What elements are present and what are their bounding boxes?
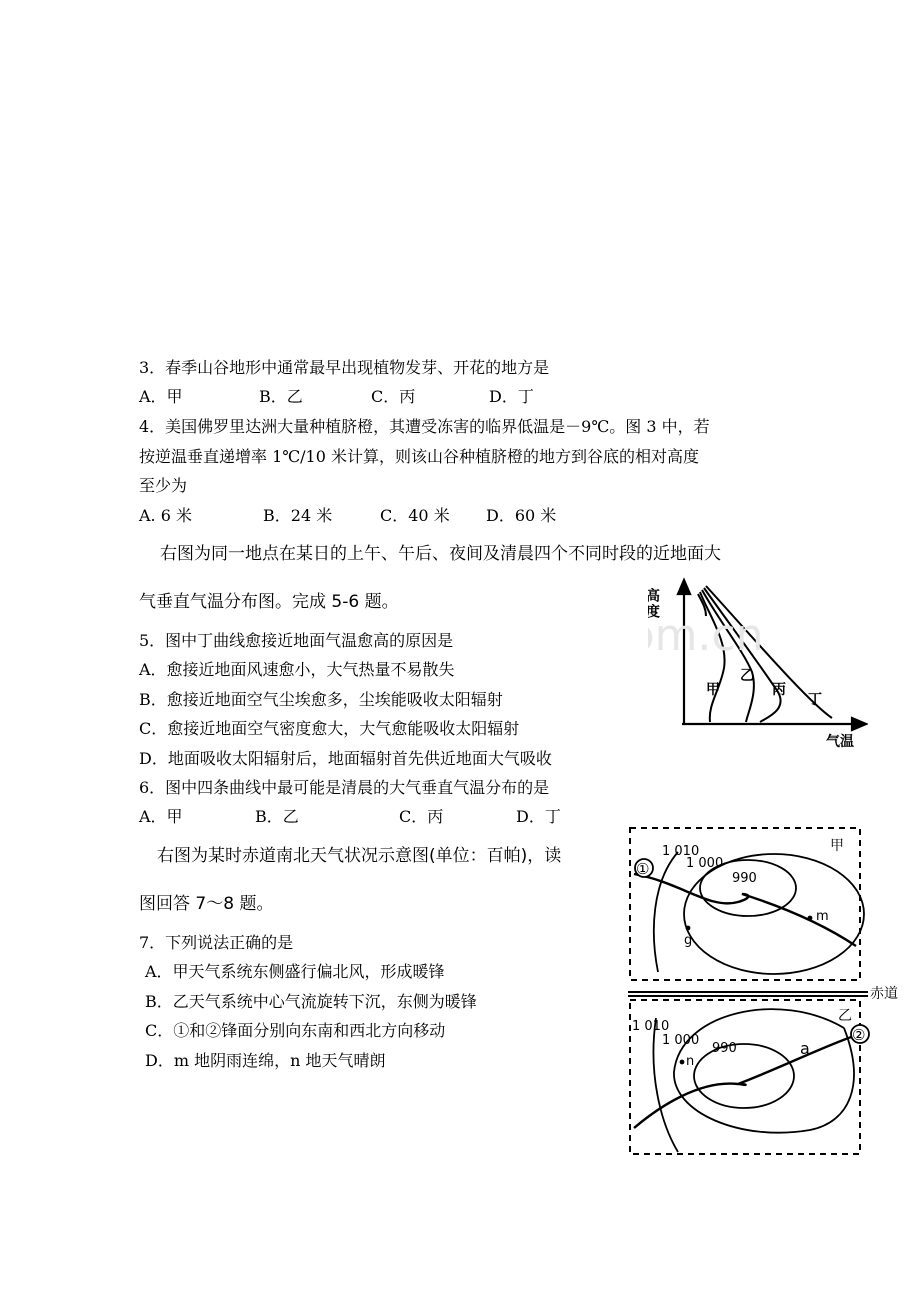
q7-option-d: D．m 地阴雨连绵，n 地天气晴朗 xyxy=(145,1051,386,1070)
intro-5-6-line-2: 气垂直气温分布图。完成 5-6 题。 xyxy=(139,592,399,612)
q6-option-c: C．丙 xyxy=(399,807,444,826)
q7-stem: 7．下列说法正确的是 xyxy=(139,933,294,952)
equator-label: 赤道 xyxy=(870,986,898,1002)
q4-option-a: A. 6 米 xyxy=(139,506,192,525)
q4-option-c: C．40 米 xyxy=(380,506,450,525)
q4-stem-line-2: 按逆温垂直递增率 1℃/10 米计算，则该山谷种植脐橙的地方到谷底的相对高度 xyxy=(139,447,700,466)
q3-option-c: C．丙 xyxy=(371,387,416,406)
front-label-1: ① xyxy=(636,860,650,878)
q6-stem: 6．图中四条曲线中最可能是清晨的大气垂直气温分布的是 xyxy=(139,778,550,797)
q3-option-d: D．丁 xyxy=(489,387,534,406)
q4-option-d: D．60 米 xyxy=(486,506,557,525)
q3-option-a: A．甲 xyxy=(139,387,183,406)
q6-option-d: D．丁 xyxy=(516,807,561,826)
intro-7-8-line-1: 右图为某时赤道南北天气状况示意图(单位：百帕)，读 xyxy=(157,846,562,866)
isobar-label-1010-north: 1 010 xyxy=(662,844,700,859)
curve-label-jia: 甲 xyxy=(706,682,720,698)
isobar-label-990-north: 990 xyxy=(732,871,757,886)
y-axis-label: 高度 xyxy=(648,588,660,620)
isobar-label-990-south: 990 xyxy=(712,1041,737,1056)
curve-label-bing: 丙 xyxy=(772,682,786,698)
q7-option-c: C．①和②锋面分别向东南和西北方向移动 xyxy=(145,1021,446,1040)
weather-system-figure xyxy=(620,822,920,1162)
q5-stem: 5．图中丁曲线愈接近地面气温愈高的原因是 xyxy=(139,631,454,650)
q7-option-a: A．甲天气系统东侧盛行偏北风，形成暖锋 xyxy=(145,962,445,981)
q4-option-b: B．24 米 xyxy=(263,506,333,525)
curve-label-yi: 乙 xyxy=(740,668,754,684)
front-label-2: ② xyxy=(852,1026,866,1044)
x-axis-label: 气温 xyxy=(826,734,854,750)
q5-option-b: B．愈接近地面空气尘埃愈多，尘埃能吸收太阳辐射 xyxy=(139,690,503,709)
q5-option-a: A．愈接近地面风速愈小，大气热量不易散失 xyxy=(139,660,455,679)
intro-5-6-line-1: 右图为同一地点在某日的上午、午后、夜间及清晨四个不同时段的近地面大 xyxy=(160,544,721,564)
intro-7-8-line-2: 图回答 7～8 题。 xyxy=(139,894,274,914)
q6-option-b: B．乙 xyxy=(255,807,299,826)
q4-stem-line-3: 至少为 xyxy=(139,476,188,495)
q3-stem: 3．春季山谷地形中通常最早出现植物发芽、开花的地方是 xyxy=(139,358,550,377)
temperature-profile-figure xyxy=(648,572,868,752)
q7-option-b: B．乙天气系统中心气流旋转下沉，东侧为暖锋 xyxy=(145,992,477,1011)
q3-option-b: B．乙 xyxy=(259,387,303,406)
watermark: m.cn xyxy=(654,610,764,661)
q6-option-a: A．甲 xyxy=(139,807,183,826)
point-a: a xyxy=(800,1039,810,1058)
point-n: n xyxy=(686,1054,695,1069)
isobar-label-1000-north: 1 000 xyxy=(686,856,724,871)
south-system-label: 乙 xyxy=(838,1008,852,1024)
north-system-label: 甲 xyxy=(830,838,844,854)
q5-option-d: D．地面吸收太阳辐射后，地面辐射首先供近地面大气吸收 xyxy=(139,749,552,768)
point-g: g xyxy=(684,933,693,948)
point-m: m xyxy=(816,909,829,924)
q5-option-c: C．愈接近地面空气密度愈大，大气愈能吸收太阳辐射 xyxy=(139,719,520,738)
q4-stem-line-1: 4．美国佛罗里达洲大量种植脐橙，其遭受冻害的临界低温是－9℃。图 3 中，若 xyxy=(139,417,710,436)
curve-label-ding: 丁 xyxy=(808,692,822,708)
isobar-label-1000-south: 1 000 xyxy=(662,1033,700,1048)
isobar-label-1010-south: 1 010 xyxy=(632,1019,670,1034)
